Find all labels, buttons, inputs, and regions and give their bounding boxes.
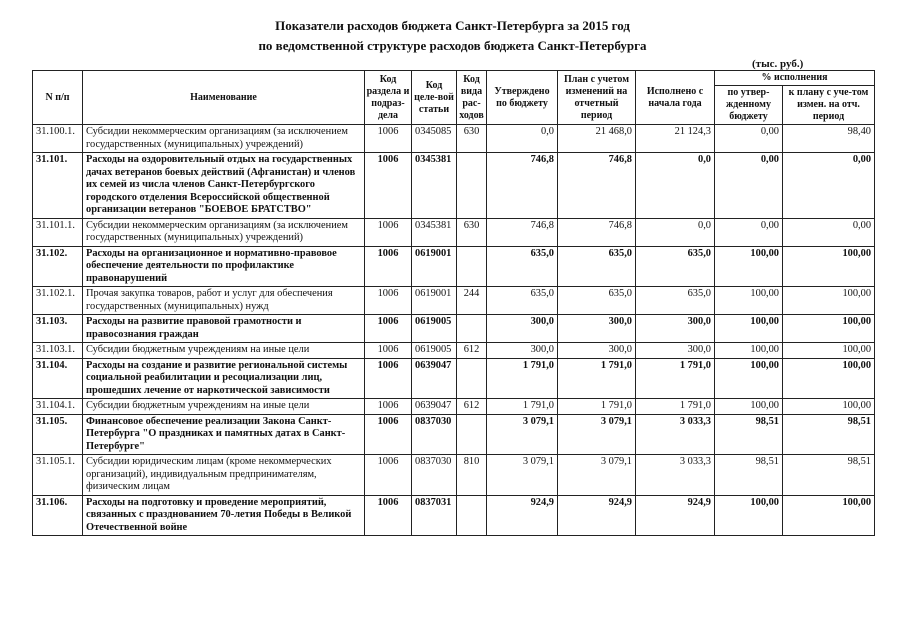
cell-vid: 630 [457,125,487,153]
cell-pct-plan: 100,00 [783,287,875,315]
cell-pct-approved: 100,00 [715,399,783,415]
cell-plan: 746,8 [558,218,636,246]
cell-name: Расходы на организационное и нормативно-правовое обеспечение деятельности по профилактике правонарушений [83,246,365,287]
cell-approved: 3 079,1 [487,455,558,496]
cell-pct-approved: 0,00 [715,125,783,153]
cell-razdel: 1006 [365,287,412,315]
units-label: (тыс. руб.) [752,58,804,70]
cell-razdel: 1006 [365,399,412,415]
cell-pct-plan: 100,00 [783,343,875,359]
cell-vid: 612 [457,399,487,415]
table-row [33,414,875,455]
cell-num: 31.102. [33,246,83,287]
cell-statya: 0619005 [412,315,457,343]
cell-approved: 3 079,1 [487,414,558,455]
cell-approved: 746,8 [487,153,558,219]
cell-executed: 0,0 [636,153,715,219]
cell-statya: 0837031 [412,495,457,536]
cell-pct-plan: 100,00 [783,358,875,399]
cell-vid [457,495,487,536]
cell-pct-approved: 98,51 [715,414,783,455]
header-plan: План с учетом изменений на отчетный период [558,71,636,125]
cell-razdel: 1006 [365,218,412,246]
table-row [33,358,875,399]
cell-vid [457,315,487,343]
cell-statya: 0619001 [412,287,457,315]
header-vid: Код вида рас-ходов [457,71,487,125]
cell-pct-approved: 100,00 [715,287,783,315]
table-row [33,315,875,343]
cell-executed: 1 791,0 [636,399,715,415]
cell-pct-plan: 100,00 [783,246,875,287]
cell-executed: 635,0 [636,246,715,287]
cell-approved: 746,8 [487,218,558,246]
cell-name: Расходы на создание и развитие региональной системы социальной реабилитации и ресоциализации лиц, прошедших лечение от наркотической зависимости [83,358,365,399]
cell-pct-plan: 98,40 [783,125,875,153]
cell-num: 31.101.1. [33,218,83,246]
cell-pct-plan: 100,00 [783,315,875,343]
header-pct-approved: по утвер-жденному бюджету [715,86,783,125]
table-row [33,153,875,219]
cell-executed: 21 124,3 [636,125,715,153]
cell-name: Прочая закупка товаров, работ и услуг для обеспечения государственных (муниципальных) нужд [83,287,365,315]
cell-name: Субсидии бюджетным учреждениям на иные цели [83,343,365,359]
cell-statya: 0639047 [412,358,457,399]
cell-razdel: 1006 [365,246,412,287]
cell-plan: 924,9 [558,495,636,536]
cell-num: 31.102.1. [33,287,83,315]
cell-plan: 746,8 [558,153,636,219]
cell-pct-approved: 100,00 [715,315,783,343]
cell-plan: 3 079,1 [558,455,636,496]
cell-vid: 810 [457,455,487,496]
cell-statya: 0639047 [412,399,457,415]
cell-pct-approved: 0,00 [715,153,783,219]
cell-pct-plan: 100,00 [783,399,875,415]
cell-razdel: 1006 [365,455,412,496]
cell-num: 31.105. [33,414,83,455]
cell-statya: 0345381 [412,218,457,246]
cell-pct-approved: 100,00 [715,246,783,287]
cell-razdel: 1006 [365,153,412,219]
cell-plan: 1 791,0 [558,399,636,415]
cell-statya: 0619005 [412,343,457,359]
cell-vid: 612 [457,343,487,359]
cell-razdel: 1006 [365,343,412,359]
cell-vid [457,414,487,455]
cell-approved: 924,9 [487,495,558,536]
cell-pct-plan: 0,00 [783,153,875,219]
cell-num: 31.103.1. [33,343,83,359]
header-name: Наименование [83,71,365,125]
header-razdel: Код раздела и подраз-дела [365,71,412,125]
cell-plan: 21 468,0 [558,125,636,153]
table-row [33,125,875,153]
cell-pct-plan: 98,51 [783,414,875,455]
cell-pct-approved: 100,00 [715,495,783,536]
cell-num: 31.105.1. [33,455,83,496]
table-row [33,455,875,496]
cell-executed: 3 033,3 [636,414,715,455]
cell-name: Финансовое обеспечение реализации Закона Санкт-Петербурга "О праздниках и памятных датах в Санкт-Петербурге" [83,414,365,455]
cell-name: Субсидии некоммерческим организациям (за исключением государственных (муниципальных) учреждений) [83,218,365,246]
cell-name: Расходы на развитие правовой грамотности и правосознания граждан [83,315,365,343]
header-num: N п/п [33,71,83,125]
table-row [33,399,875,415]
cell-statya: 0837030 [412,455,457,496]
cell-executed: 300,0 [636,315,715,343]
cell-name: Расходы на оздоровительный отдых на государственных дачах ветеранов боевых действий (Афганистан) и членов их семей из числа членов Санкт-Петербургского городского отделения Всероссийской общественной организации ветеранов "БОЕВОЕ БРАТСТВО" [83,153,365,219]
header-executed: Исполнено с начала года [636,71,715,125]
cell-plan: 300,0 [558,315,636,343]
cell-executed: 1 791,0 [636,358,715,399]
cell-num: 31.104. [33,358,83,399]
cell-plan: 635,0 [558,287,636,315]
cell-pct-approved: 100,00 [715,343,783,359]
cell-plan: 300,0 [558,343,636,359]
cell-statya: 0619001 [412,246,457,287]
cell-name: Расходы на подготовку и проведение мероприятий, связанных с празднованием 70-летия Победы в Великой Отечественной войне [83,495,365,536]
table-row [33,287,875,315]
cell-num: 31.100.1. [33,125,83,153]
cell-pct-plan: 0,00 [783,218,875,246]
cell-statya: 0837030 [412,414,457,455]
cell-executed: 3 033,3 [636,455,715,496]
cell-pct-approved: 0,00 [715,218,783,246]
cell-plan: 635,0 [558,246,636,287]
cell-executed: 300,0 [636,343,715,359]
header-approved: Утверждено по бюджету [487,71,558,125]
cell-pct-plan: 100,00 [783,495,875,536]
cell-pct-approved: 100,00 [715,358,783,399]
table-row [33,218,875,246]
cell-plan: 1 791,0 [558,358,636,399]
cell-pct-plan: 98,51 [783,455,875,496]
cell-vid [457,358,487,399]
cell-pct-approved: 98,51 [715,455,783,496]
cell-approved: 0,0 [487,125,558,153]
table-header [33,71,875,125]
cell-num: 31.103. [33,315,83,343]
cell-razdel: 1006 [365,358,412,399]
cell-vid [457,153,487,219]
cell-executed: 0,0 [636,218,715,246]
cell-name: Субсидии бюджетным учреждениям на иные цели [83,399,365,415]
cell-statya: 0345085 [412,125,457,153]
cell-razdel: 1006 [365,495,412,536]
table-row [33,246,875,287]
cell-razdel: 1006 [365,414,412,455]
document-title: Показатели расходов бюджета Санкт-Петербурга за 2015 год [275,18,630,33]
table-body [33,125,875,536]
cell-vid: 244 [457,287,487,315]
cell-approved: 300,0 [487,343,558,359]
cell-num: 31.106. [33,495,83,536]
document-subtitle: по ведомственной структуре расходов бюджета Санкт-Петербурга [258,38,647,53]
table-row [33,343,875,359]
header-statya: Код целе-вой статьи [412,71,457,125]
cell-approved: 635,0 [487,246,558,287]
cell-razdel: 1006 [365,315,412,343]
header-percent-group: % исполнения [715,71,875,86]
cell-num: 31.101. [33,153,83,219]
cell-vid [457,246,487,287]
cell-name: Субсидии некоммерческим организациям (за исключением государственных (муниципальных) учреждений) [83,125,365,153]
cell-plan: 3 079,1 [558,414,636,455]
cell-approved: 1 791,0 [487,399,558,415]
cell-approved: 635,0 [487,287,558,315]
cell-name: Субсидии юридическим лицам (кроме некоммерческих организаций), индивидуальным предпринимателям, физическим лицам [83,455,365,496]
budget-table [32,70,875,536]
cell-num: 31.104.1. [33,399,83,415]
table-row [33,495,875,536]
cell-executed: 635,0 [636,287,715,315]
cell-approved: 300,0 [487,315,558,343]
header-pct-plan: к плану с уче-том измен. на отч. период [783,86,875,125]
cell-vid: 630 [457,218,487,246]
cell-statya: 0345381 [412,153,457,219]
cell-approved: 1 791,0 [487,358,558,399]
cell-executed: 924,9 [636,495,715,536]
cell-razdel: 1006 [365,125,412,153]
